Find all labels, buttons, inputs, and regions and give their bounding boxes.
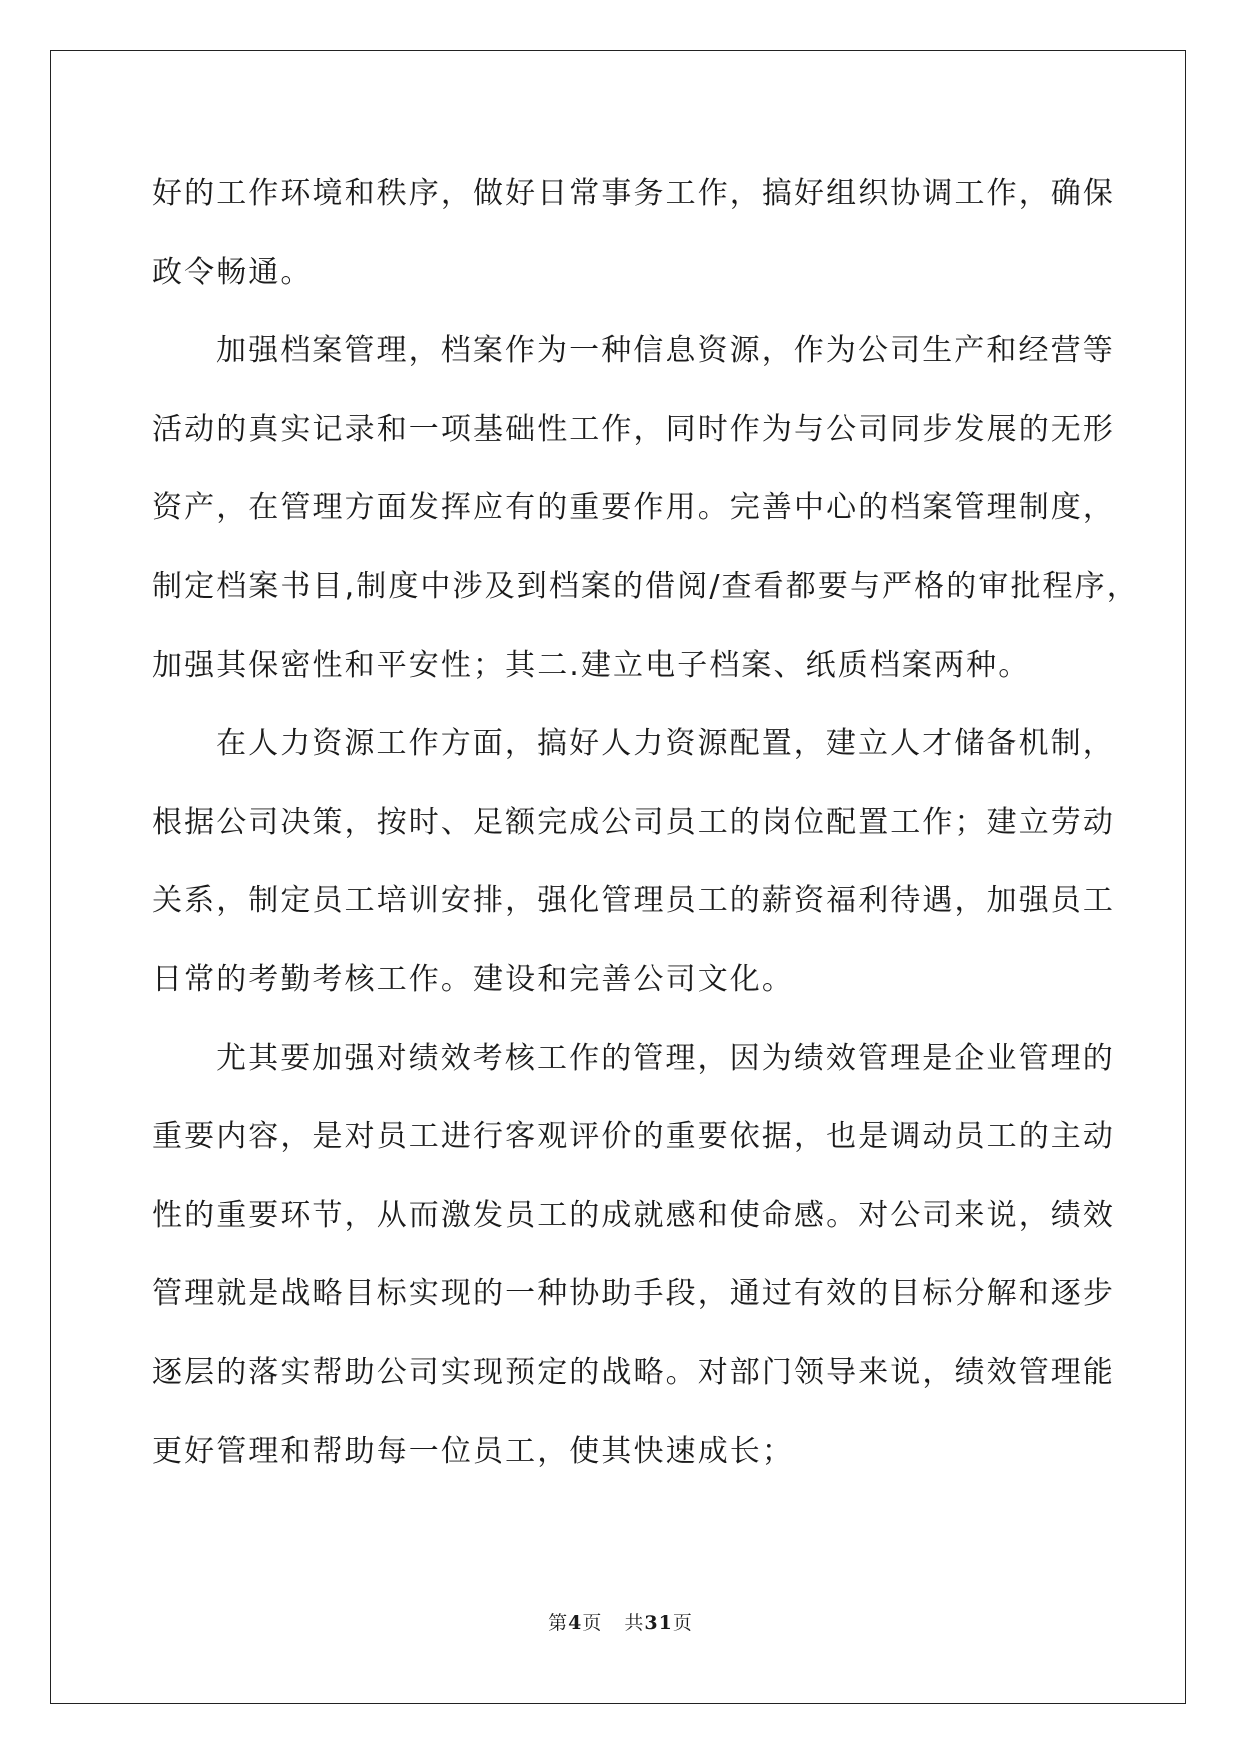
text-line: 日常的考勤考核工作。建设和完善公司文化。 [152, 961, 794, 997]
text-line: 好的工作环境和秩序，做好日常事务工作，搞好组织协调工作，确保 [152, 176, 1115, 211]
text-line: 关系，制定员工培训安排，强化管理员工的薪资福利待遇，加强员工 [152, 883, 1115, 919]
paragraph-first-line: 加强档案管理，档案作为一种信息资源，作为公司生产和经营等 [216, 333, 1115, 369]
page-number: 4 [568, 1612, 583, 1634]
text-line: 管理就是战略目标实现的一种协助手段，通过有效的目标分解和逐步 [152, 1276, 1115, 1312]
text-line: 性的重要环节，从而激发员工的成就感和使命感。对公司来说，绩效 [152, 1197, 1115, 1233]
text-line: 制定档案书目,制度中涉及到档案的借阅/查看都要与严格的审批程序， [152, 568, 1139, 604]
total-prefix: 共 [624, 1612, 645, 1634]
paragraph-first-line: 在人力资源工作方面，搞好人力资源配置，建立人才储备机制， [216, 726, 1115, 762]
document-body [152, 155, 1139, 1491]
paragraph-first-line: 尤其要加强对绩效考核工作的管理，因为绩效管理是企业管理的 [216, 1040, 1115, 1076]
total-suffix: 页 [672, 1612, 693, 1634]
text-line: 逐层的落实帮助公司实现预定的战略。对部门领导来说，绩效管理能 [152, 1354, 1115, 1390]
page-suffix: 页 [582, 1612, 603, 1634]
text-line: 重要内容，是对员工进行客观评价的重要依据，也是调动员工的主动 [152, 1119, 1115, 1155]
text-line: 更好管理和帮助每一位员工，使其快速成长； [152, 1433, 794, 1469]
page-footer [0, 1608, 1241, 1635]
page-total: 31 [644, 1612, 673, 1634]
text-line: 政令畅通。 [152, 254, 313, 290]
text-line: 资产，在管理方面发挥应有的重要作用。完善中心的档案管理制度， [152, 490, 1115, 526]
text-line: 根据公司决策，按时、足额完成公司员工的岗位配置工作；建立劳动 [152, 804, 1115, 840]
text-line: 加强其保密性和平安性；其二.建立电子档案、纸质档案两种。 [152, 647, 1031, 683]
text-line: 活动的真实记录和一项基础性工作，同时作为与公司同步发展的无形 [152, 411, 1115, 447]
page-prefix: 第 [548, 1612, 569, 1634]
